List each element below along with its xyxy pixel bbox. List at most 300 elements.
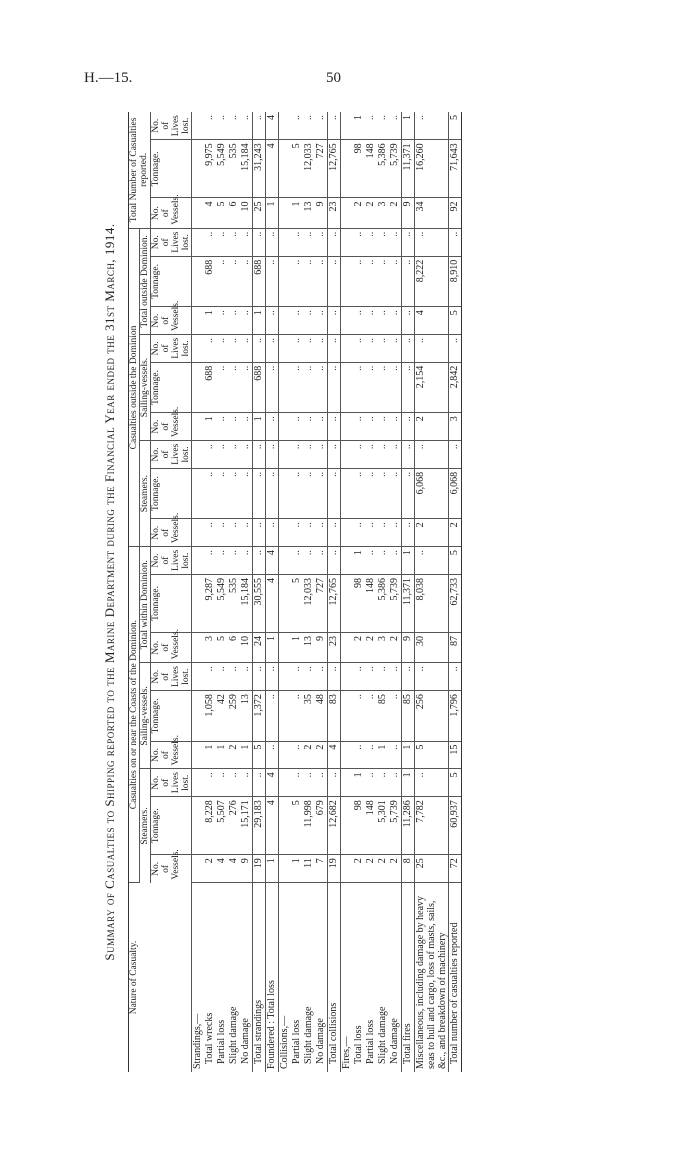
table-cell: .. [204, 769, 216, 797]
table-cell: .. [204, 441, 216, 469]
table-cell [192, 362, 205, 413]
table-cell: .. [291, 741, 303, 769]
table-cell: 25 [415, 855, 449, 883]
table-cell: 9,287 [204, 574, 216, 632]
subheader-vessels: No. of Vessels. [151, 413, 192, 441]
table-cell: 5 [449, 307, 462, 335]
table-cell: 11 [303, 855, 315, 883]
table-cell: 4 [266, 574, 279, 632]
table-cell: .. [291, 256, 303, 307]
table-cell: 8,910 [449, 256, 462, 307]
table-cell: .. [240, 413, 253, 441]
table-cell: .. [377, 547, 389, 575]
table-cell: 85 [377, 691, 389, 742]
table-cell: 1 [402, 769, 415, 797]
table-cell: .. [328, 468, 341, 519]
table-cell: .. [216, 519, 228, 547]
table-cell: .. [204, 663, 216, 691]
table-cell: 2 [204, 855, 216, 883]
table-cell: 1 [253, 413, 266, 441]
table-cell [279, 797, 292, 855]
table-cell: .. [291, 468, 303, 519]
row-label: Total fires [402, 883, 415, 1072]
table-cell: .. [228, 413, 240, 441]
table-cell [279, 574, 292, 632]
row-label: Slight damage [377, 1006, 388, 1064]
table-cell: 48 [315, 691, 328, 742]
table-cell: .. [365, 769, 377, 797]
table-cell: 688 [204, 362, 216, 413]
table-cell: 34 [415, 198, 449, 228]
table-cell: .. [303, 663, 315, 691]
table-cell: .. [377, 307, 389, 335]
row-label: Total number of casualties reported [449, 883, 462, 1072]
table-cell: .. [228, 663, 240, 691]
table-cell: 42 [216, 691, 228, 742]
row-label: Partial loss [216, 1019, 227, 1064]
table-cell: .. [204, 468, 216, 519]
table-cell [279, 855, 292, 883]
table-cell: 1 [204, 741, 216, 769]
table-cell: 19 [253, 855, 266, 883]
table-cell: 5 [449, 769, 462, 797]
table-cell: .. [266, 741, 279, 769]
table-cell: 1 [253, 307, 266, 335]
table-row [328, 112, 341, 1072]
subheader-tonnage: Tonnage. [151, 256, 192, 307]
table-cell: .. [253, 519, 266, 547]
subheader-vessels: No. of Vessels. [151, 307, 192, 335]
table-cell: 16,260 [415, 140, 449, 198]
table-row [216, 112, 228, 1072]
table-cell: 2 [303, 741, 315, 769]
table-cell: .. [253, 547, 266, 575]
table-row [253, 112, 266, 1072]
table-cell [192, 633, 205, 663]
table-cell: .. [402, 468, 415, 519]
table-cell: .. [253, 769, 266, 797]
table-cell: 60,937 [449, 797, 462, 855]
table-cell: .. [328, 228, 341, 256]
table-cell [279, 140, 292, 198]
table-row [315, 112, 328, 1072]
table-cell [192, 769, 205, 797]
table-cell: 1,796 [449, 691, 462, 742]
table-cell: .. [266, 307, 279, 335]
table-cell: 23 [328, 633, 341, 663]
table-cell: 11,286 [402, 797, 415, 855]
table-cell: .. [240, 547, 253, 575]
table-cell: .. [240, 307, 253, 335]
table-cell [279, 228, 292, 256]
table-cell: 5,386 [377, 140, 389, 198]
table-cell: 5 [449, 112, 462, 140]
table-cell [341, 334, 354, 362]
total-within-header: Total within Dominion. [140, 547, 151, 663]
table-cell: .. [291, 413, 303, 441]
table-cell: .. [365, 256, 377, 307]
table-cell: .. [204, 519, 216, 547]
table-cell: .. [389, 256, 402, 307]
table-cell: .. [353, 468, 365, 519]
table-cell: .. [291, 663, 303, 691]
table-cell: .. [365, 691, 377, 742]
subheader-vessels: No. of Vessels. [151, 519, 192, 547]
table-cell: .. [353, 741, 365, 769]
table-cell: .. [216, 307, 228, 335]
row-label: Partial loss [291, 1019, 302, 1064]
table-cell: 148 [365, 140, 377, 198]
table-cell: .. [389, 519, 402, 547]
table-cell: .. [291, 228, 303, 256]
table-cell: 727 [315, 574, 328, 632]
table-cell: 62,733 [449, 574, 462, 632]
table-cell: 1,372 [253, 691, 266, 742]
table-cell [341, 574, 354, 632]
table-cell: .. [216, 362, 228, 413]
table-cell: .. [266, 334, 279, 362]
table-cell: 276 [228, 797, 240, 855]
table-cell: .. [389, 413, 402, 441]
table-cell: .. [228, 256, 240, 307]
table-cell: 10 [240, 198, 253, 228]
table-cell [341, 797, 354, 855]
table-cell: 535 [228, 140, 240, 198]
table-cell: 535 [228, 574, 240, 632]
table-cell: 15,171 [240, 797, 253, 855]
table-cell [279, 691, 292, 742]
table-cell: .. [240, 228, 253, 256]
table-cell: .. [389, 769, 402, 797]
table-cell: 72 [449, 855, 462, 883]
table-cell: 6,068 [415, 468, 449, 519]
table-cell: 1 [377, 741, 389, 769]
table-cell: 15,184 [240, 140, 253, 198]
table-cell: .. [291, 112, 303, 140]
table-cell: .. [303, 307, 315, 335]
table-cell: 9 [402, 633, 415, 663]
table-cell: .. [291, 547, 303, 575]
table-cell: .. [291, 362, 303, 413]
table-cell: .. [228, 769, 240, 797]
table-cell: .. [377, 362, 389, 413]
table-cell: 148 [365, 797, 377, 855]
table-cell: 1 [353, 769, 365, 797]
table-cell: 6,068 [449, 468, 462, 519]
table-cell: .. [328, 307, 341, 335]
table-cell: .. [253, 112, 266, 140]
table-cell: .. [291, 441, 303, 469]
table-cell: .. [303, 547, 315, 575]
table-row [291, 112, 303, 1072]
table-cell: 4 [266, 797, 279, 855]
table-cell: 71,643 [449, 140, 462, 198]
table-cell: .. [228, 468, 240, 519]
table-cell: .. [449, 228, 462, 256]
row-label: Slight damage [303, 1006, 314, 1064]
table-cell [192, 691, 205, 742]
table-cell: .. [240, 468, 253, 519]
table-cell: .. [253, 468, 266, 519]
table-cell [341, 413, 354, 441]
table-cell: .. [353, 441, 365, 469]
table-cell: .. [328, 441, 341, 469]
table-cell: .. [377, 663, 389, 691]
table-cell: 1 [402, 112, 415, 140]
table-cell: .. [315, 441, 328, 469]
table-cell: 259 [228, 691, 240, 742]
table-cell: .. [253, 334, 266, 362]
table-cell: 29,183 [253, 797, 266, 855]
table-cell: 148 [365, 574, 377, 632]
row-label: Strandings,— [192, 1013, 203, 1069]
table-cell: 11,371 [402, 140, 415, 198]
table-cell: .. [353, 256, 365, 307]
table-cell: .. [303, 112, 315, 140]
table-cell: .. [315, 663, 328, 691]
table-cell: .. [365, 413, 377, 441]
table-cell: 1 [266, 198, 279, 228]
table-cell: .. [449, 441, 462, 469]
table-cell: .. [303, 228, 315, 256]
table-cell: .. [228, 519, 240, 547]
table-cell: .. [204, 334, 216, 362]
table-cell [192, 663, 205, 691]
table-cell: 5,549 [216, 574, 228, 632]
table-cell: 85 [402, 691, 415, 742]
table-cell: .. [315, 362, 328, 413]
table-cell: 15 [449, 741, 462, 769]
table-cell: .. [365, 741, 377, 769]
table-cell: .. [377, 228, 389, 256]
table-cell: .. [365, 362, 377, 413]
table-cell: .. [266, 413, 279, 441]
table-title: Summary of Casualties to Shipping reported to the Marine Department during the Financial Year ended the 31st March, 1914. [102, 223, 117, 961]
table-cell: .. [402, 362, 415, 413]
table-cell: 5 [291, 797, 303, 855]
table-cell: 30 [415, 633, 449, 663]
table-cell: .. [253, 441, 266, 469]
row-label: Collisions,— [279, 1015, 290, 1069]
table-cell: 4 [204, 198, 216, 228]
table-cell: 24 [253, 633, 266, 663]
table-cell: .. [377, 112, 389, 140]
table-cell: 2 [365, 198, 377, 228]
table-cell: .. [449, 334, 462, 362]
table-row [377, 112, 389, 1072]
table-cell: .. [204, 112, 216, 140]
table-cell: .. [402, 228, 415, 256]
table-cell: .. [415, 228, 449, 256]
table-cell: .. [402, 441, 415, 469]
table-cell: 2 [228, 741, 240, 769]
subheader-tonnage: Tonnage. [151, 140, 192, 198]
subheader-lives: No. of Lives lost. [151, 769, 192, 797]
table-cell: 5,507 [216, 797, 228, 855]
table-cell [341, 228, 354, 256]
table-cell [192, 741, 205, 769]
table-cell: 8,228 [204, 797, 216, 855]
table-cell: .. [402, 307, 415, 335]
table-cell: 12,765 [328, 574, 341, 632]
table-cell: .. [266, 519, 279, 547]
table-cell [279, 547, 292, 575]
table-cell: 1 [204, 307, 216, 335]
nature-header: Nature of Casualty. [129, 883, 192, 1072]
table-cell [341, 362, 354, 413]
table-cell: .. [228, 307, 240, 335]
table-cell [192, 228, 205, 256]
table-cell [341, 633, 354, 663]
row-label: Fires,— [341, 1036, 352, 1069]
table-cell [341, 468, 354, 519]
table-cell: .. [303, 441, 315, 469]
table-cell [341, 663, 354, 691]
table-cell: .. [328, 334, 341, 362]
table-cell: 2 [389, 855, 402, 883]
table-cell: 1 [240, 741, 253, 769]
table-cell: .. [291, 519, 303, 547]
subheader-lives: No. of Lives lost. [151, 112, 192, 140]
table-cell [341, 519, 354, 547]
table-cell: 12,033 [303, 574, 315, 632]
table-cell: 4 [266, 112, 279, 140]
table-cell: .. [389, 112, 402, 140]
table-cell: .. [303, 334, 315, 362]
table-cell [279, 441, 292, 469]
table-row [192, 112, 205, 1072]
table-cell: .. [303, 413, 315, 441]
table-cell: 35 [303, 691, 315, 742]
table-cell: .. [228, 441, 240, 469]
table-cell: .. [216, 228, 228, 256]
subheader-lives: No. of Lives lost. [151, 663, 192, 691]
table-cell: .. [365, 334, 377, 362]
table-cell [192, 334, 205, 362]
subheader-lives: No. of Lives lost. [151, 547, 192, 575]
table-cell: 1 [353, 112, 365, 140]
table-cell: .. [365, 441, 377, 469]
sailing-outside-header: Sailing-vessels. [140, 334, 151, 440]
table-cell [341, 256, 354, 307]
table-cell: .. [315, 519, 328, 547]
row-label: Total loss [353, 1025, 364, 1064]
table-cell: 5,739 [389, 140, 402, 198]
casualties-table [128, 112, 462, 1072]
table-cell [192, 140, 205, 198]
table-cell: 5,739 [389, 574, 402, 632]
table-cell: 8 [402, 855, 415, 883]
table-cell: .. [216, 441, 228, 469]
table-cell: .. [315, 307, 328, 335]
table-cell: 5 [415, 741, 449, 769]
table-cell: 9,975 [204, 140, 216, 198]
table-cell [341, 441, 354, 469]
table-cell: .. [365, 468, 377, 519]
table-cell: 2 [415, 519, 449, 547]
subheader-tonnage: Tonnage. [151, 468, 192, 519]
table-cell: .. [303, 256, 315, 307]
table-cell [279, 334, 292, 362]
total-outside-header: Total outside Dominion. [140, 228, 151, 334]
table-cell: 9 [402, 198, 415, 228]
table-cell [192, 547, 205, 575]
table-cell: .. [328, 547, 341, 575]
table-cell: 1 [402, 741, 415, 769]
table-cell: 256 [415, 691, 449, 742]
table-cell: .. [353, 519, 365, 547]
table-cell: 4 [266, 140, 279, 198]
table-cell: .. [402, 663, 415, 691]
table-cell: .. [328, 413, 341, 441]
table-cell: 2 [353, 198, 365, 228]
table-cell: 2 [415, 413, 449, 441]
table-cell: 679 [315, 797, 328, 855]
table-cell: .. [240, 519, 253, 547]
table-cell: .. [240, 362, 253, 413]
table-cell: 2 [353, 855, 365, 883]
table-cell: .. [240, 663, 253, 691]
table-cell: .. [228, 547, 240, 575]
table-cell: 30,555 [253, 574, 266, 632]
table-cell [279, 362, 292, 413]
table-cell: .. [377, 468, 389, 519]
table-cell: .. [266, 691, 279, 742]
table-cell: .. [303, 362, 315, 413]
subheader-tonnage: Tonnage. [151, 797, 192, 855]
table-cell: .. [328, 362, 341, 413]
table-cell: 31,243 [253, 140, 266, 198]
table-cell: .. [315, 547, 328, 575]
table-cell: 98 [353, 140, 365, 198]
table-cell: 98 [353, 574, 365, 632]
table-cell: 2 [365, 855, 377, 883]
table-cell [279, 519, 292, 547]
table-cell: 688 [204, 256, 216, 307]
table-cell: .. [216, 334, 228, 362]
table-row [240, 112, 253, 1072]
rotated-table-block [102, 112, 572, 1072]
table-cell: .. [266, 256, 279, 307]
table-cell: .. [240, 256, 253, 307]
row-label: No damage [315, 1018, 326, 1064]
table-cell: .. [365, 547, 377, 575]
table-cell [279, 741, 292, 769]
table-cell: 1 [266, 855, 279, 883]
table-cell: 5,386 [377, 574, 389, 632]
table-cell: .. [291, 334, 303, 362]
subheader-tonnage: Tonnage. [151, 574, 192, 632]
table-cell: 1 [204, 413, 216, 441]
table-cell [192, 574, 205, 632]
table-cell: .. [415, 441, 449, 469]
table-cell: 9 [315, 633, 328, 663]
subheader-lives: No. of Lives lost. [151, 441, 192, 469]
table-cell [341, 741, 354, 769]
table-row [402, 112, 415, 1072]
table-cell: .. [328, 112, 341, 140]
table-cell [192, 797, 205, 855]
table-cell: 83 [328, 691, 341, 742]
table-cell: .. [389, 663, 402, 691]
table-cell: 1 [291, 198, 303, 228]
table-cell: .. [315, 228, 328, 256]
table-cell [279, 663, 292, 691]
table-cell: .. [216, 256, 228, 307]
table-cell [279, 633, 292, 663]
table-cell [279, 413, 292, 441]
table-cell: 1 [266, 633, 279, 663]
